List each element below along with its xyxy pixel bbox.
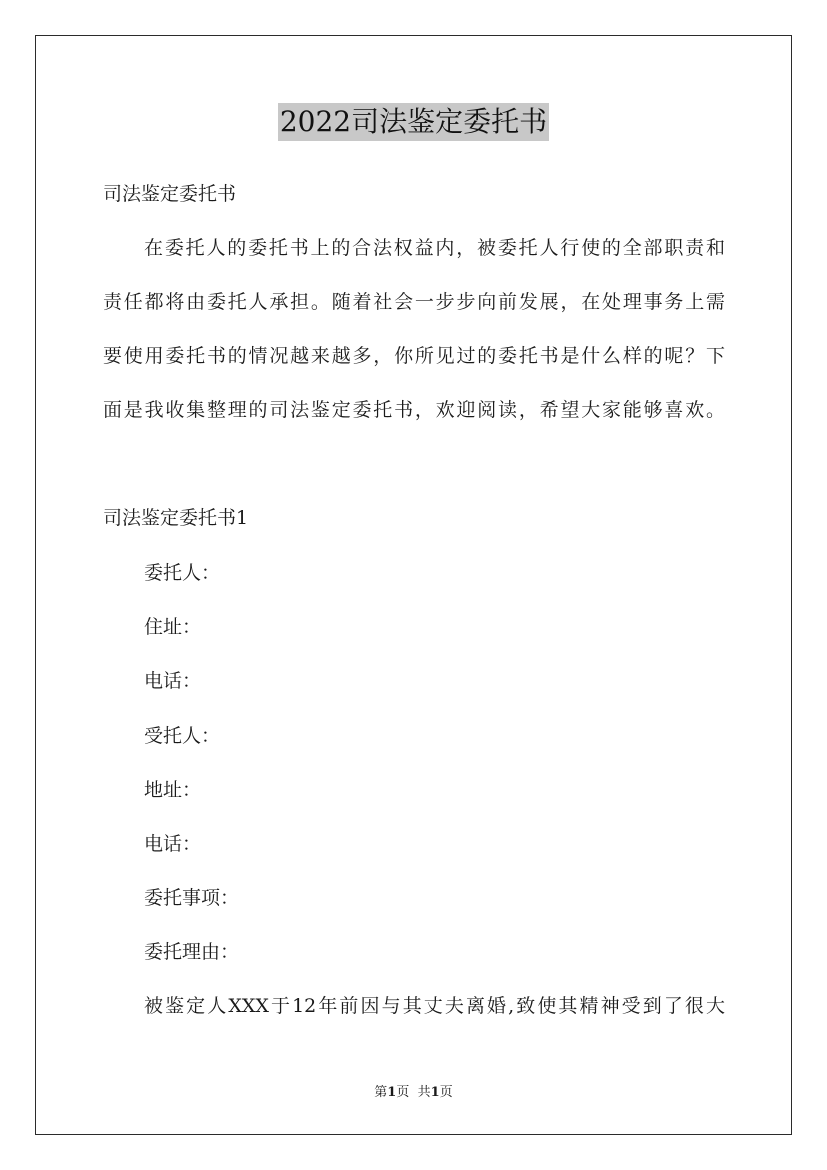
field-trustee: 受托人：	[144, 725, 221, 747]
field-trustee-address: 地址：	[144, 779, 202, 801]
field-client: 委托人：	[144, 562, 221, 584]
field-trustee-phone: 电话：	[144, 833, 202, 855]
field-phone: 电话：	[144, 670, 202, 692]
page-footer	[0, 1085, 827, 1101]
field-reason: 委托理由：	[144, 941, 240, 963]
field-address: 住址：	[144, 616, 202, 638]
footer-total-suffix: 页	[439, 1085, 453, 1100]
intro-line-4: 面是我收集整理的司法鉴定委托书，欢迎阅读，希望大家能够喜欢。	[103, 399, 725, 421]
intro-line-3: 要使用委托书的情况越来越多，你所见过的委托书是什么样的呢？下	[103, 345, 725, 367]
body-line-1: 被鉴定人XXX于12年前因与其丈夫离婚,致使其精神受到了很大	[144, 995, 725, 1017]
document-heading: 司法鉴定委托书	[103, 183, 237, 205]
intro-line-1: 在委托人的委托书上的合法权益内，被委托人行使的全部职责和	[144, 237, 725, 259]
intro-line-2: 责任都将由委托人承担。随着社会一步步向前发展，在处理事务上需	[103, 291, 725, 313]
title-container	[0, 103, 827, 141]
footer-page-number: 1	[387, 1085, 397, 1100]
footer-total-prefix: 共	[417, 1085, 431, 1100]
footer-total-pages: 1	[430, 1085, 440, 1100]
footer-page-suffix: 页	[396, 1085, 410, 1100]
section-heading: 司法鉴定委托书1	[103, 507, 249, 529]
document-title: 2022司法鉴定委托书	[278, 103, 549, 141]
field-matter: 委托事项：	[144, 887, 240, 909]
footer-page-prefix: 第	[374, 1085, 388, 1100]
